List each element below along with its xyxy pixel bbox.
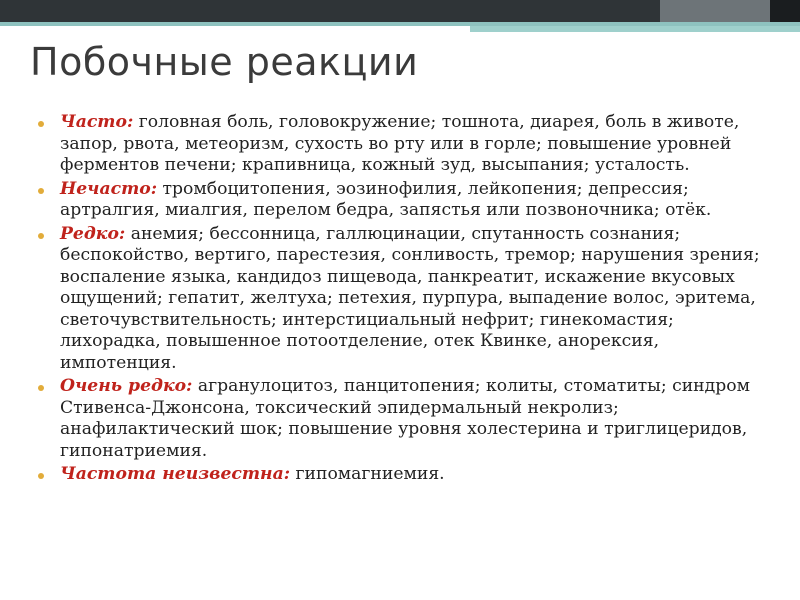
header-accent-light <box>660 0 770 22</box>
item-text: головная боль, головокружение; тошнота, диарея, боль в животе, запор, рвота, метеоризм, сухость во рту или в горле; повышение уровней ферментов печени; крапивница, кожный зуд, высыпания; усталость. <box>60 112 740 175</box>
list-item-rare <box>36 224 772 375</box>
term-separator: : <box>150 178 158 199</box>
item-text: анемия; бессонница, галлюцинации, спутанность сознания; беспокойство, вертиго, парестезия, сонливость, тремор; нарушения зрения; воспаление языка, кандидоз пищевода, панкреатит, искажение вкусовых ощущений; гепатит, желтуха; петехия, пурпура, выпадение волос, эритема, светочувствительность; интерстициальный нефрит; гинекомастия; лихорадка, повышенное потоотделение, отек Квинке, анорексия, импотенция. <box>60 223 760 373</box>
list-item-frequent <box>36 112 772 177</box>
list-item-very-rare <box>36 376 772 462</box>
side-effects-list <box>36 112 772 488</box>
list-item-unknown-frequency <box>36 464 772 486</box>
item-text: агранулоцитоз, панцитопения; колиты, стоматиты; синдром Стивенса-Джонсона, токсический эпидермальный некролиз; анафилактический шок; повышение уровня холестерина и триглицеридов, гипонатриемия. <box>60 376 750 461</box>
term-separator: : <box>126 112 134 132</box>
item-text: тромбоцитопения, эозинофилия, лейкопения; депрессия; артралгия, миалгия, перелом бедра, запястья или позвоночника; отёк. <box>60 178 712 220</box>
frequency-term: Нечасто <box>60 178 151 199</box>
bullet-icon <box>38 188 44 194</box>
frequency-term: Часто <box>60 112 127 132</box>
header-accent-dark <box>770 0 800 22</box>
bullet-icon <box>38 233 44 239</box>
teal-accent-strip <box>470 26 800 32</box>
item-text: гипомагниемия. <box>290 464 445 484</box>
frequency-term: Очень редко: <box>60 376 193 396</box>
frequency-term: Частота неизвестна: <box>60 464 291 484</box>
bullet-icon <box>38 385 44 391</box>
bullet-icon <box>38 473 44 479</box>
slide-title: Побочные реакции <box>30 40 419 84</box>
term-separator: : <box>118 223 126 244</box>
bullet-icon <box>38 121 44 127</box>
list-item-uncommon <box>36 179 772 222</box>
frequency-term: Редко <box>60 223 119 244</box>
